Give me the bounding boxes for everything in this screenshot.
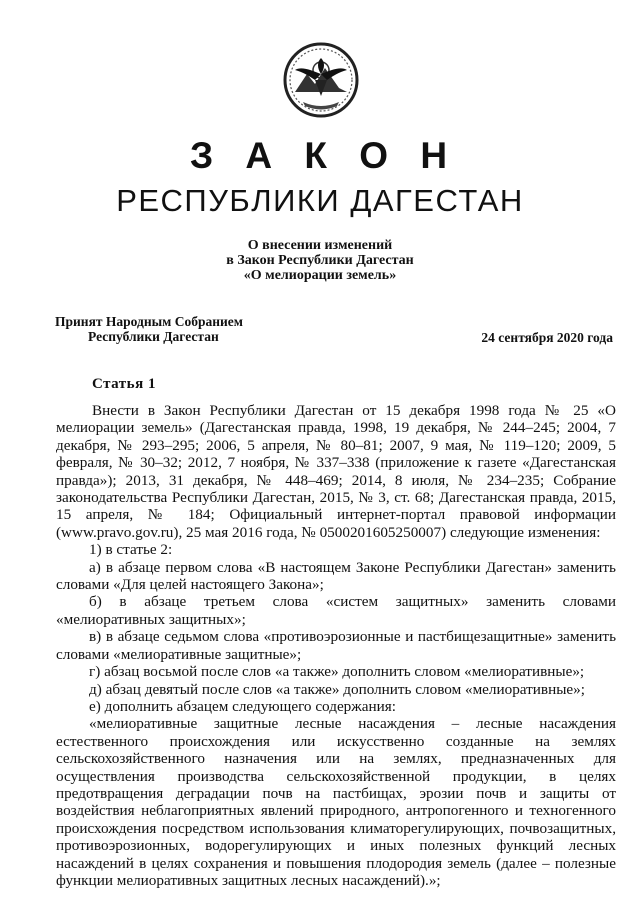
article-title: Статья 1	[92, 376, 156, 392]
article-paragraph: б) в абзаце третьем слова «систем защитных» заменить словами «мелиоративных защитных»;	[56, 593, 616, 628]
article-body	[56, 402, 616, 889]
law-title: З А К О Н	[189, 135, 459, 176]
coat-of-arms-icon	[281, 40, 361, 120]
article-paragraph: Внести в Закон Республики Дагестан от 15 декабря 1998 года № 25 «О мелиорации земель» (Дагестанская правда, 1998, 19 декабря, № 244–245; 2004, 7 декабря, № 293–295; 2006, 5 апреля, № 80–81; 2007, 9 мая, № 119–120; 2009, 5 февраля, № 30–32; 2012, 7 ноября, № 337–338 (приложение к газете «Дагестанская правда»); 2013, 31 декабря, № 448–469; 2014, 8 июля, № 234–235; Собрание законодательства Республики Дагестан, 2015, № 3, ст. 68; Дагестанская правда, 2015, 15 апреля, № 184; Официальный интернет-портал правовой информации (www.pravo.gov.ru), 25 мая 2016 года, № 0500201605250007) следующие изменения:	[56, 402, 616, 541]
adoption-body	[55, 314, 243, 344]
law-name-line-1: О внесении изменений	[247, 238, 393, 253]
adoption-line-2: Республики Дагестан	[88, 329, 219, 344]
republic-title: РЕСПУБЛИКИ ДАГЕСТАН	[116, 183, 524, 218]
article-paragraph: а) в абзаце первом слова «В настоящем Законе Республики Дагестан» заменить словами «Для целей настоящего Закона»;	[56, 558, 616, 594]
article-paragraph: 1) в статье 2:	[89, 541, 173, 559]
article-paragraph: «мелиоративные защитные лесные насаждения – лесные насаждения естественного происхождения или искусственно созданные на землях сельскохозяйственного назначения или на землях, предназначенных для осуществления производства сельскохозяйственной продукции, в целях предотвращения деградации почв на пастбищах, эрозии почв и защиты от воздействия неблагоприятных явлений природного, антропогенного и техногенного происхождения посредством использования климаторегулирующих, почвозащитных, противоэрозионных, водорегулирующих и иных полезных функций лесных насаждений в целях сохранения и повышения плодородия земель (далее – полезные функции мелиоративных защитных лесных насаждений).»;	[56, 715, 616, 889]
law-name-line-3: «О мелиорации земель»	[243, 268, 397, 283]
article-paragraph: е) дополнить абзацем следующего содержания:	[89, 697, 396, 715]
adoption-line-1: Принят Народным Собранием	[55, 314, 243, 329]
article-paragraph: г) абзац восьмой после слов «а также» дополнить словом «мелиоративные»;	[89, 663, 585, 681]
adoption-date: 24 сентября 2020 года	[481, 330, 613, 345]
law-name	[0, 238, 640, 283]
article-paragraph: д) абзац девятый после слов «а также» дополнить словом «мелиоративные»;	[89, 680, 585, 698]
law-name-line-2: в Закон Республики Дагестан	[226, 253, 414, 268]
article-paragraph: в) в абзаце седьмом слова «противоэрозионные и пастбищезащитные» заменить словами «мелиоративные защитные»;	[56, 628, 616, 663]
